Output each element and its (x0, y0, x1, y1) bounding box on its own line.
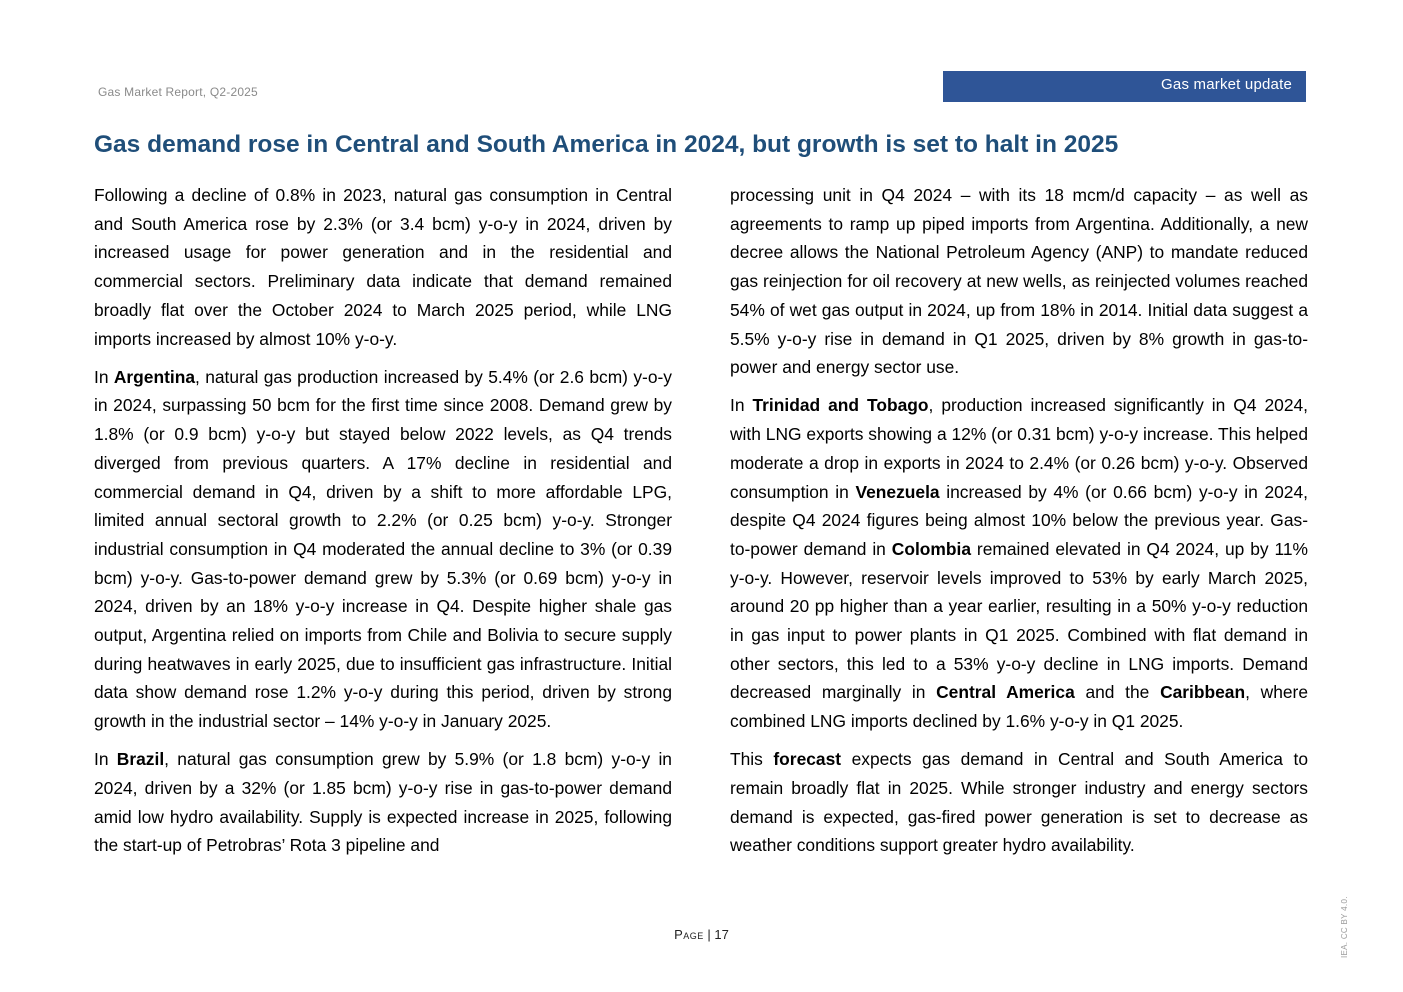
paragraph-text: Following a decline of 0.8% in 2023, natural gas consumption in Central and South America rose by 2.3% (or 3.4 bcm) y-o-y in 2024, driven by increased usage for power generation and in the residential and commercial sectors. Preliminary data indicate that demand remained broadly flat over the October 2024 to March 2025 period, while LNG imports increased by almost 10% y-o-y. (94, 185, 672, 349)
paragraph-caribbean-andean (730, 391, 1308, 735)
paragraph-text: , natural gas consumption grew by 5.9% (or 1.8 bcm) y-o-y in 2024, driven by a 32% (or 1.85 bcm) y-o-y rise in gas-to-power demand amid low hydro availability. Supply is expected increase in 2025, following the start-up of Petrobras’ Rota 3 pipeline and (94, 749, 672, 856)
country-name-brazil: Brazil (116, 749, 165, 770)
country-name-venezuela: Venezuela (855, 481, 940, 502)
paragraph-text: , production increased significantly in Q4 2024, with LNG exports showing a 12% (or 0.31 bcm) y-o-y increase. This helped moderate a drop in exports in 2024 to 2.4% (or 0.26 bcm) y-o-y. Observed consumption in (730, 395, 1308, 502)
paragraph-argentina (94, 363, 672, 736)
region-name-central-america: Central America (936, 682, 1075, 703)
paragraph-text: , where combined LNG imports declined by 1.6% y-o-y in Q1 2025. (730, 682, 1309, 732)
left-column (94, 181, 672, 870)
paragraph-text: and the (1074, 682, 1161, 703)
paragraph-text: In (94, 749, 117, 770)
page-number (0, 927, 1403, 942)
paragraph-forecast (730, 745, 1308, 860)
paragraph-text: remained elevated in Q4 2024, up by 11% y-o-y. However, reservoir levels improved to 53% by early March 2025, around 20 pp higher than a year earlier, resulting in a 50% y-o-y reduction in gas input to power plants in Q1 2025. Combined with flat demand in other sectors, this led to a 53% y-o-y decline in LNG imports. Demand decreased marginally in (730, 538, 1308, 703)
country-name-trinidad-and-tobago: Trinidad and Tobago (752, 395, 929, 416)
paragraph-text: processing unit in Q4 2024 – with its 18 mcm/d capacity – as well as agreements to ramp up piped imports from Argentina. Additionally, a new decree allows the National Petroleum Agency (ANP) to mandate reduced gas reinjection for oil recovery at new wells, as reinjected volumes reached 54% of wet gas output in 2024, up from 18% in 2014. Initial data suggest a 5.5% y-o-y rise in demand in Q1 2025, driven by 8% growth in gas-to-power and energy sector use. (730, 185, 1308, 378)
license-note: IEA. CC BY 4.0. (1340, 896, 1349, 958)
paragraph-text: In (730, 395, 753, 416)
right-column (730, 181, 1308, 870)
country-name-colombia: Colombia (891, 538, 971, 559)
paragraph-text: This (730, 749, 774, 770)
paragraph-text: , natural gas production increased by 5.4% (or 2.6 bcm) y-o-y in 2024, surpassing 50 bcm for the first time since 2008. Demand grew by 1.8% (or 0.9 bcm) y-o-y but stayed below 2022 levels, as Q4 trends diverged from previous quarters. A 17% decline in residential and commercial demand in Q4, driven by a shift to more affordable LPG, limited annual sectoral growth to 2.2% (or 0.25 bcm) y-o-y. Stronger industrial consumption in Q4 moderated the annual decline to 3% (or 0.39 bcm) y-o-y. Gas-to-power demand grew by 5.3% (or 0.69 bcm) y-o-y in 2024, driven by an 18% y-o-y increase in Q4. Despite higher shale gas output, Argentina relied on imports from Chile and Bolivia to secure supply during heatwaves in early 2025, due to insufficient gas infrastructure. Initial data show demand rose 1.2% y-o-y during this period, driven by strong growth in the industrial sector – 14% y-o-y in January 2025. (94, 366, 672, 732)
paragraph-text: increased by 4% (or 0.66 bcm) y-o-y in 2024, despite Q4 2024 figures being almost 10% below the previous year. Gas-to-power demand in (730, 481, 1308, 559)
paragraph-overview (94, 181, 672, 353)
region-name-caribbean: Caribbean (1160, 682, 1246, 703)
report-label: Gas Market Report, Q2-2025 (98, 85, 258, 99)
forecast-keyword: forecast (773, 749, 842, 770)
page-number-value: 17 (714, 927, 729, 942)
paragraph-text: In (94, 366, 114, 387)
paragraph-text: expects gas demand in Central and South America to remain broadly flat in 2025. While stronger industry and energy sectors demand is expected, gas-fired power generation is set to decrease as weather conditions support greater hydro availability. (730, 749, 1309, 856)
page-separator: | (703, 927, 715, 942)
section-tab: Gas market update (943, 71, 1306, 102)
paragraph-brazil-continued (730, 181, 1308, 382)
page-title: Gas demand rose in Central and South America in 2024, but growth is set to halt in 2025 (94, 131, 1119, 158)
page-word: Page (674, 927, 704, 942)
country-name-argentina: Argentina (113, 366, 196, 387)
paragraph-brazil (94, 745, 672, 860)
